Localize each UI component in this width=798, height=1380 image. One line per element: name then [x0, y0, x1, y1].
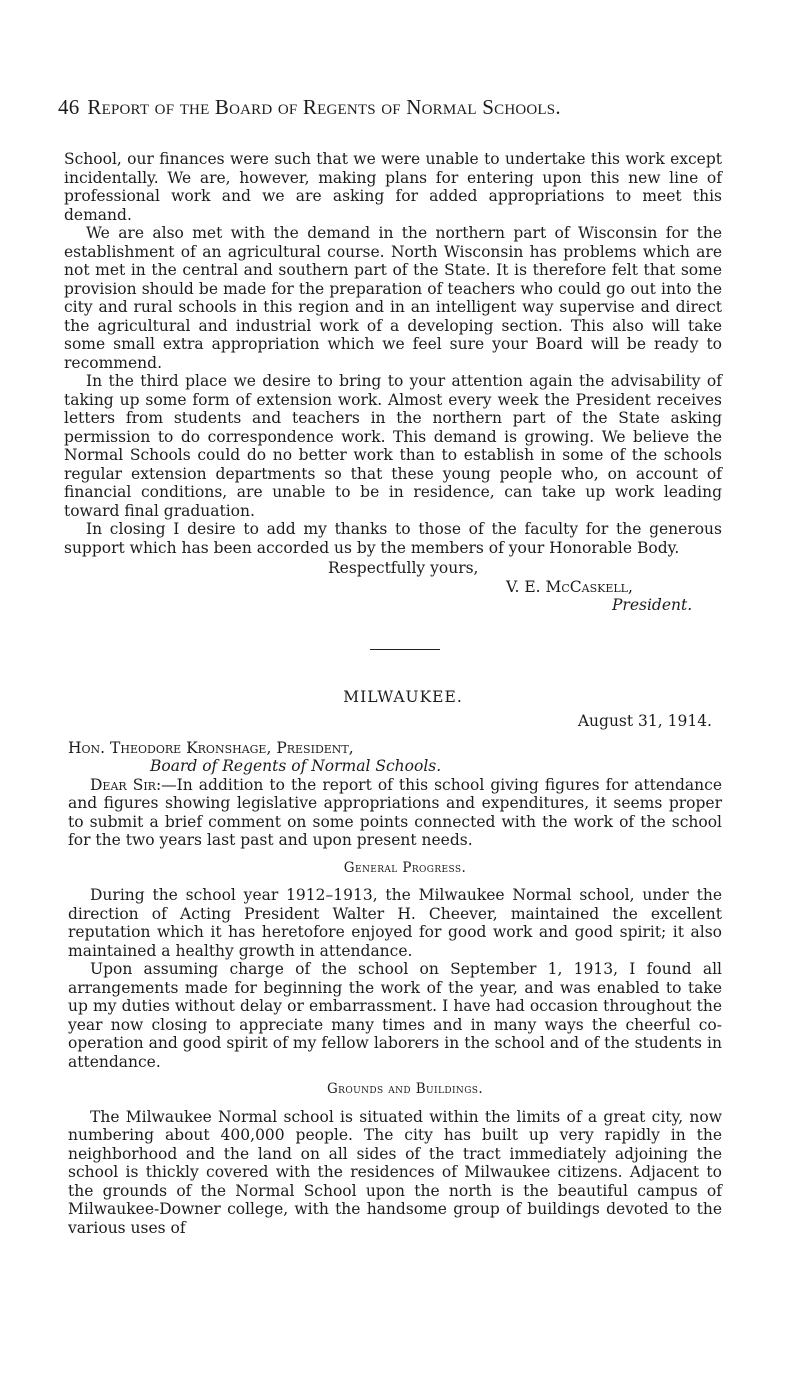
section-divider	[370, 649, 440, 650]
milwaukee-letter	[64, 739, 722, 1238]
section-heading-general-progress: General Progress.	[343, 859, 467, 876]
addressee-line: Hon. Theodore Kronshage, President,	[68, 738, 354, 757]
addressee-board: Board of Regents of Normal Schools.	[150, 757, 442, 775]
running-head	[58, 94, 722, 120]
introduction-text: —In addition to the report of this school giving figures for attendance and figures showing legislative appropriations and expenditures, it seems proper to submit a brief comment on some points connected with the work of the school for the two years last past and upon present needs.	[68, 775, 722, 849]
paragraph-grounds: The Milwaukee Normal school is situated within the limits of a great city, now numbering about 400,000 people. The city has built up very rapidly in the neighborhood and the land on all sides of the tract immediately adjoining the school is thickly covered with the residences of Milwaukee citizens. Adjacent to the grounds of the Normal School upon the north is the beautiful campus of Milwaukee-Downer college, with the handsome group of buildings devoted to the various uses of	[68, 1107, 722, 1237]
paragraph-agricultural-course: We are also met with the demand in the northern part of Wisconsin for the establishment of an agricultural course. North Wisconsin has problems which are not met in the central and southern part of the State. It is therefore felt that some provision should be made for the preparation of teachers who could go out into the city and rural schools in this region and in an intelligent way supervise and direct the agricultural and industrial work of a developing section. This also will take some small extra appropriation which we feel sure your Board will be ready to recommend.	[64, 224, 722, 372]
page-number: 46	[58, 95, 80, 119]
paragraph-finances: School, our finances were such that we were unable to undertake this work except incidentally. We are, however, making plans for entering upon this new line of professional work and we are asking for added appropriations to meet this demand.	[64, 150, 722, 224]
paragraph-extension-work: In the third place we desire to bring to your attention again the advisability of taking up some form of extension work. Almost every week the President receives letters from students and teachers in the northern part of the State asking permission to do correspondence work. This demand is growing. We believe the Normal Schools could do no better work than to establish in some of the schools regular extension departments so that these young people who, on account of financial conditions, are unable to be in residence, can take up work leading toward final graduation.	[64, 372, 722, 520]
continued-report	[64, 150, 722, 615]
signature-name: V. E. McCaskell,	[506, 577, 633, 596]
section-heading-grounds-buildings: Grounds and Buildings.	[326, 1081, 484, 1097]
complimentary-close: Respectfully yours,	[328, 559, 479, 577]
paragraph-assuming-charge: Upon assuming charge of the school on September 1, 1913, I found all arrangements made for beginning the work of the year, and was enabled to take up my duties without delay or embarrassment. I have had occasion throughout the year now closing to appreciate many times and in many ways the cheerful co-operation and good spirit of my fellow laborers in the school and of the students in attendance.	[68, 960, 722, 1071]
paragraph-school-year: During the school year 1912–1913, the Milwaukee Normal school, under the direction of Acting President Walter H. Cheever, maintained the excellent reputation which it has heretofore enjoyed for good work and good spirit; it also maintained a healthy growth in attendance.	[68, 886, 722, 960]
paragraph-introduction	[68, 776, 722, 850]
milwaukee-heading: MILWAUKEE.	[343, 687, 463, 706]
salutation: Dear Sir:	[90, 775, 162, 794]
paragraph-closing-thanks: In closing I desire to add my thanks to those of the faculty for the generous support which has been accorded us by the members of your Honorable Body.	[64, 520, 722, 557]
running-title: Report of the Board of Regents of Normal Schools.	[87, 95, 561, 119]
signature-title: President.	[612, 596, 693, 614]
letter-date: August 31, 1914.	[577, 712, 712, 730]
